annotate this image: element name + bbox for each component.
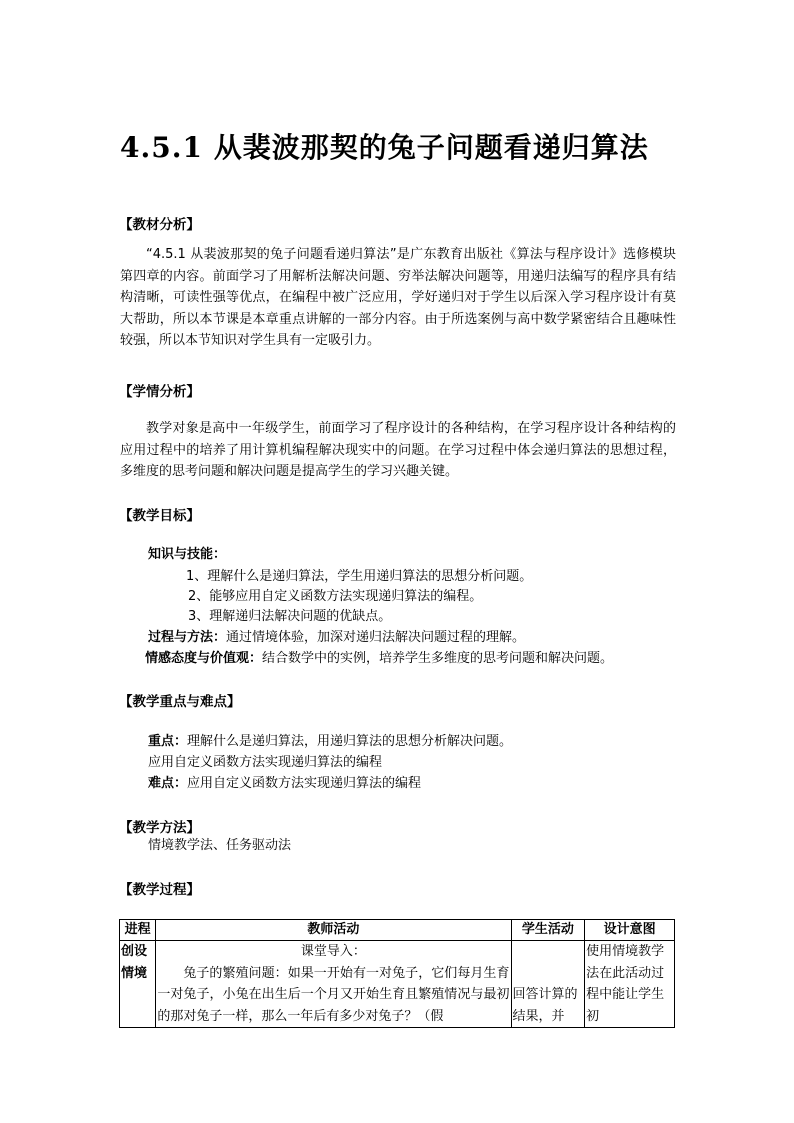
table-header-row xyxy=(120,920,675,941)
teacher-intro: 课堂导入： xyxy=(300,944,366,959)
students-paragraph xyxy=(120,418,676,483)
keypoint-difficulty xyxy=(148,774,421,794)
header-teacher: 教师活动 xyxy=(156,920,511,941)
goals-process-text: 通过情境体验，加深对递归法解决问题过程的理解。 xyxy=(226,630,526,645)
cell-intent: 使用情境教学法在此活动过程中能让学生初 xyxy=(585,941,675,1028)
keypoint-key xyxy=(148,732,512,752)
analysis-text: “4.5.1 从裴波那契的兔子问题看递归算法”是广东教育出版社《算法与程序设计》选修模块第四章的内容。前面学习了用解析法解决问题、穷举法解决问题等，用递归法编写的程序具有结构清晰，可读性强等优点，在编程中被广泛应用，学好递归对于学生以后深入学习程序设计有莫大帮助，所以本节课是本章重点讲解的一部分内容。由于所选案例与高中数学紧密结合且趣味性较强，所以本节知识对学生具有一定吸引力。 xyxy=(120,247,676,349)
keypoint-key-text-2: 应用自定义函数方法实现递归算法的编程 xyxy=(148,755,383,770)
header-intent: 设计意图 xyxy=(585,920,675,941)
header-stage: 进程 xyxy=(120,920,156,941)
goals-process-label: 过程与方法： xyxy=(148,630,227,645)
teacher-text: 兔子的繁殖问题：如果一开始有一对兔子，它们每月生育一对兔子，小兔在出生后一个月又开始生育且繁殖情况与最初的那对兔子一样，那么一年后有多少对兔子？（假 xyxy=(157,965,510,1024)
goals-emotion xyxy=(145,649,613,669)
keypoint-key-label: 重点： xyxy=(148,734,188,749)
cell-stage: 创设情境 xyxy=(120,941,156,1028)
student-text: 回答计算的结果，并 xyxy=(512,987,578,1024)
keypoint-diff-label: 难点： xyxy=(148,776,188,791)
analysis-paragraph xyxy=(120,244,676,352)
section-heading-process: 【教学过程】 xyxy=(119,882,200,898)
goals-knowledge-label: 知识与技能： xyxy=(148,547,227,562)
process-table xyxy=(119,919,675,1028)
section-heading-methods: 【教学方法】 xyxy=(119,820,200,836)
table-row xyxy=(120,941,675,1028)
keypoint-diff-text: 应用自定义函数方法实现递归算法的编程 xyxy=(187,776,422,791)
section-heading-goals: 【教学目标】 xyxy=(119,508,200,524)
cell-teacher xyxy=(156,941,511,1028)
goals-item-2: 2、能够应用自定义函数方法实现递归算法的编程。 xyxy=(188,589,483,604)
cell-student xyxy=(511,941,585,1028)
students-text: 教学对象是高中一年级学生，前面学习了程序设计的各种结构，在学习程序设计各种结构的应用过程中的培养了用计算机编程解决现实中的问题。在学习过程中体会递归算法的思想过程，多维度的思考问题和解决问题是提高学生的学习兴趣关键。 xyxy=(120,421,676,480)
goals-emotion-label: 情感态度与价值观： xyxy=(145,651,263,666)
goals-item-1: 1、理解什么是递归算法，学生用递归算法的思想分析问题。 xyxy=(186,569,533,584)
section-heading-keypoints: 【教学重点与难点】 xyxy=(119,694,241,710)
goals-emotion-text: 结合数学中的实例，培养学生多维度的思考问题和解决问题。 xyxy=(262,651,614,666)
section-heading-students: 【学情分析】 xyxy=(119,384,200,400)
keypoint-key-text: 理解什么是递归算法，用递归算法的思想分析解决问题。 xyxy=(187,734,513,749)
section-heading-analysis: 【教材分析】 xyxy=(119,217,200,233)
methods-text: 情境教学法、任务驱动法 xyxy=(148,838,292,853)
page-title: 4.5.1 从裴波那契的兔子问题看递归算法 xyxy=(120,131,649,164)
goals-process xyxy=(148,628,525,648)
header-student: 学生活动 xyxy=(511,920,585,941)
goals-item-3: 3、理解递归法解决问题的优缺点。 xyxy=(188,609,392,624)
